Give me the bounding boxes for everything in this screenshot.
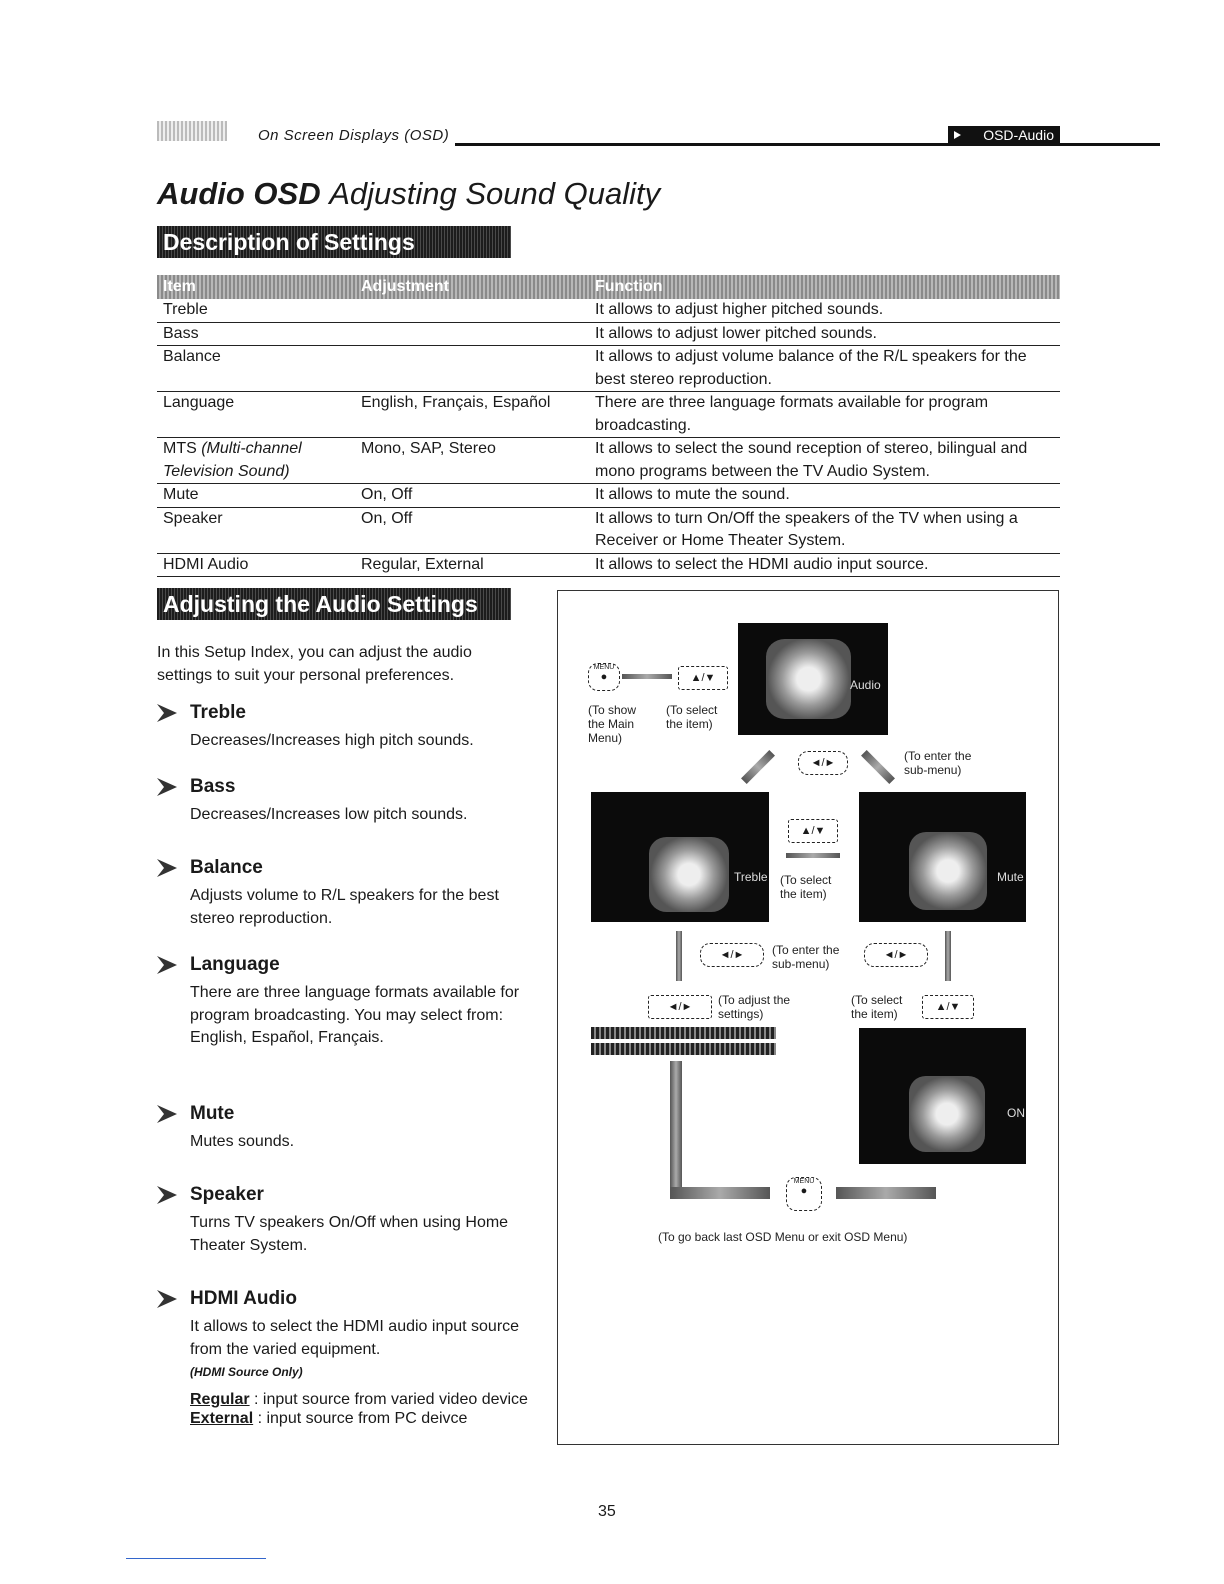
cell-function: It allows to adjust lower pitched sounds. — [595, 324, 877, 342]
screen-label-treble: Treble — [734, 870, 768, 884]
return-path-arrow — [670, 1061, 682, 1191]
double-arrow-icon — [786, 853, 840, 858]
table-row — [157, 323, 1060, 347]
cell-item: Treble — [163, 301, 208, 318]
leftright-button-icon: ◄/► — [700, 943, 764, 967]
return-path-arrow — [836, 1187, 936, 1199]
cell-item-italic: (Multi-channel Television Sound) — [163, 440, 302, 480]
mute-cube-icon — [909, 832, 987, 910]
treble-slider-bar — [591, 1043, 776, 1055]
table-row — [157, 508, 1060, 554]
label-to-select: (To select the item) — [666, 703, 718, 731]
down-arrow-icon — [676, 931, 682, 981]
label-to-select-2: (To select the item) — [780, 873, 832, 901]
header-item: Item — [163, 278, 196, 295]
cell-item: Balance — [163, 348, 221, 365]
right-arrow-icon — [622, 674, 672, 679]
section-desc: Decreases/Increases low pitch sounds. — [190, 806, 468, 823]
osd-screen-mute-on — [859, 1028, 1026, 1164]
page-title-bold: Audio OSD — [157, 176, 321, 211]
table-row — [157, 299, 1060, 323]
treble-slider-bar — [591, 1027, 776, 1039]
cell-item: Bass — [163, 324, 199, 342]
diagonal-arrow-icon — [741, 750, 775, 784]
hdmi-note: (HDMI Source Only) — [190, 1365, 303, 1379]
section-title: Balance — [190, 857, 263, 878]
header-section-text: On Screen Displays (OSD) — [258, 127, 450, 144]
section-treble — [157, 702, 527, 753]
table-row — [157, 554, 1060, 578]
screen-label-on: ON — [1007, 1106, 1025, 1120]
footer-rule — [126, 1558, 266, 1559]
cell-function: It allows to select the sound reception of stereo, bilingual and mono programs between the TV Audio System. — [595, 440, 1028, 480]
section-language — [157, 954, 527, 1050]
diagonal-arrow-icon — [861, 750, 895, 784]
bullet-arrow-icon — [157, 704, 177, 722]
page-title — [157, 176, 660, 212]
osd-flow-diagram — [557, 590, 1059, 1445]
updown-button-icon: ▲/▼ — [922, 995, 974, 1019]
label-to-show: (To show the Main Menu) — [588, 703, 637, 745]
bullet-arrow-icon — [157, 1105, 177, 1123]
table-row — [157, 484, 1060, 508]
osd-screen-main — [738, 623, 888, 735]
section-desc: Mutes sounds. — [190, 1133, 295, 1150]
cell-adjust: Mono, SAP, Stereo — [361, 440, 496, 457]
cell-adjust: English, Français, Español — [361, 394, 551, 411]
section-desc: There are three language formats available for program broadcasting. You may select from: English, Español, Français. — [190, 984, 520, 1046]
leftright-button-icon: ◄/► — [864, 943, 928, 967]
audio-cube-icon — [766, 639, 851, 719]
header-badge — [948, 126, 1060, 145]
section-desc: Turns TV speakers On/Off when using Home Theater System. — [190, 1214, 509, 1254]
cell-function: It allows to mute the sound. — [595, 486, 790, 503]
cell-function: It allows to select the HDMI audio input source. — [595, 555, 929, 573]
updown-button-icon: ▲/▼ — [788, 819, 838, 843]
screen-label-audio: Audio — [850, 678, 881, 692]
bullet-arrow-icon — [157, 859, 177, 877]
treble-cube-icon — [649, 837, 729, 912]
label-to-select-3: (To select the item) — [851, 993, 903, 1021]
section-desc: Decreases/Increases high pitch sounds. — [190, 732, 474, 749]
section-bass — [157, 776, 527, 827]
section-title: Mute — [190, 1103, 235, 1124]
osd-screen-mute — [859, 792, 1026, 922]
bullet-arrow-icon — [157, 1186, 177, 1204]
cell-item: HDMI Audio — [163, 555, 249, 573]
section-balance — [157, 857, 527, 930]
cell-function: There are three language formats available for program broadcasting. — [595, 394, 989, 434]
label-enter-sub-2: (To enter the sub-menu) — [772, 943, 840, 971]
intro-text: In this Setup Index, you can adjust the audio settings to suit your personal preferences. — [157, 644, 472, 684]
header-function: Function — [595, 278, 663, 295]
description-banner: Description of Settings — [157, 226, 511, 258]
return-path-arrow — [670, 1187, 770, 1199]
cell-function: It allows to adjust higher pitched sounds. — [595, 301, 884, 318]
menu-button-icon: MENU ● — [786, 1177, 822, 1211]
hdmi-external: External : input source from PC deivce — [190, 1409, 468, 1427]
menu-button-icon: MENU ● — [588, 663, 620, 691]
section-title: Bass — [190, 776, 236, 797]
header-badge-label: OSD-Audio — [983, 127, 1054, 143]
leftright-button-icon: ◄/► — [798, 751, 848, 775]
down-arrow-icon — [945, 931, 951, 981]
page-number: 35 — [598, 1503, 616, 1520]
table-row — [157, 392, 1060, 438]
label-to-adjust: (To adjust the settings) — [718, 993, 791, 1021]
screen-label-mute: Mute — [997, 870, 1024, 884]
cell-item: MTS — [163, 440, 202, 457]
header-adjustment: Adjustment — [361, 278, 449, 295]
settings-table — [157, 275, 1060, 577]
updown-button-icon: ▲/▼ — [678, 666, 728, 690]
bullet-arrow-icon — [157, 956, 177, 974]
label-footer: (To go back last OSD Menu or exit OSD Menu) — [658, 1230, 908, 1244]
page-title-light: Adjusting Sound Quality — [329, 176, 661, 211]
table-row — [157, 438, 1060, 484]
play-icon — [954, 131, 961, 139]
cell-function: It allows to turn On/Off the speakers of the TV when using a Receiver or Home Theater System. — [595, 509, 1018, 549]
cell-adjust: On, Off — [361, 509, 413, 527]
section-desc: Adjusts volume to R/L speakers for the best stereo reproduction. — [190, 887, 499, 927]
cell-function: It allows to adjust volume balance of the R/L speakers for the best stereo reproduction. — [595, 348, 1027, 388]
cell-adjust: On, Off — [361, 486, 413, 503]
cell-adjust: Regular, External — [361, 555, 484, 573]
label-enter-sub: (To enter the sub-menu) — [904, 749, 972, 777]
bullet-arrow-icon — [157, 1290, 177, 1308]
leftright-button-icon: ◄/► — [648, 995, 712, 1019]
osd-screen-treble — [591, 792, 769, 922]
cell-item: Language — [163, 394, 235, 411]
mute-on-cube-icon — [909, 1076, 985, 1152]
bullet-arrow-icon — [157, 778, 177, 796]
section-speaker — [157, 1184, 527, 1257]
table-header — [157, 275, 1060, 299]
cell-item: Speaker — [163, 509, 223, 527]
section-hdmi-audio — [157, 1288, 527, 1428]
section-title: Speaker — [190, 1184, 264, 1205]
section-title: Language — [190, 954, 280, 975]
header-logo-pattern — [157, 121, 227, 141]
section-title: Treble — [190, 702, 246, 723]
section-mute — [157, 1103, 527, 1154]
section-title: HDMI Audio — [190, 1288, 297, 1309]
hdmi-regular: Regular : input source from varied video device — [190, 1390, 528, 1408]
table-row — [157, 346, 1060, 392]
adjusting-banner: Adjusting the Audio Settings — [157, 588, 511, 620]
cell-item: Mute — [163, 486, 199, 503]
section-desc: It allows to select the HDMI audio input source from the varied equipment. — [190, 1318, 520, 1358]
